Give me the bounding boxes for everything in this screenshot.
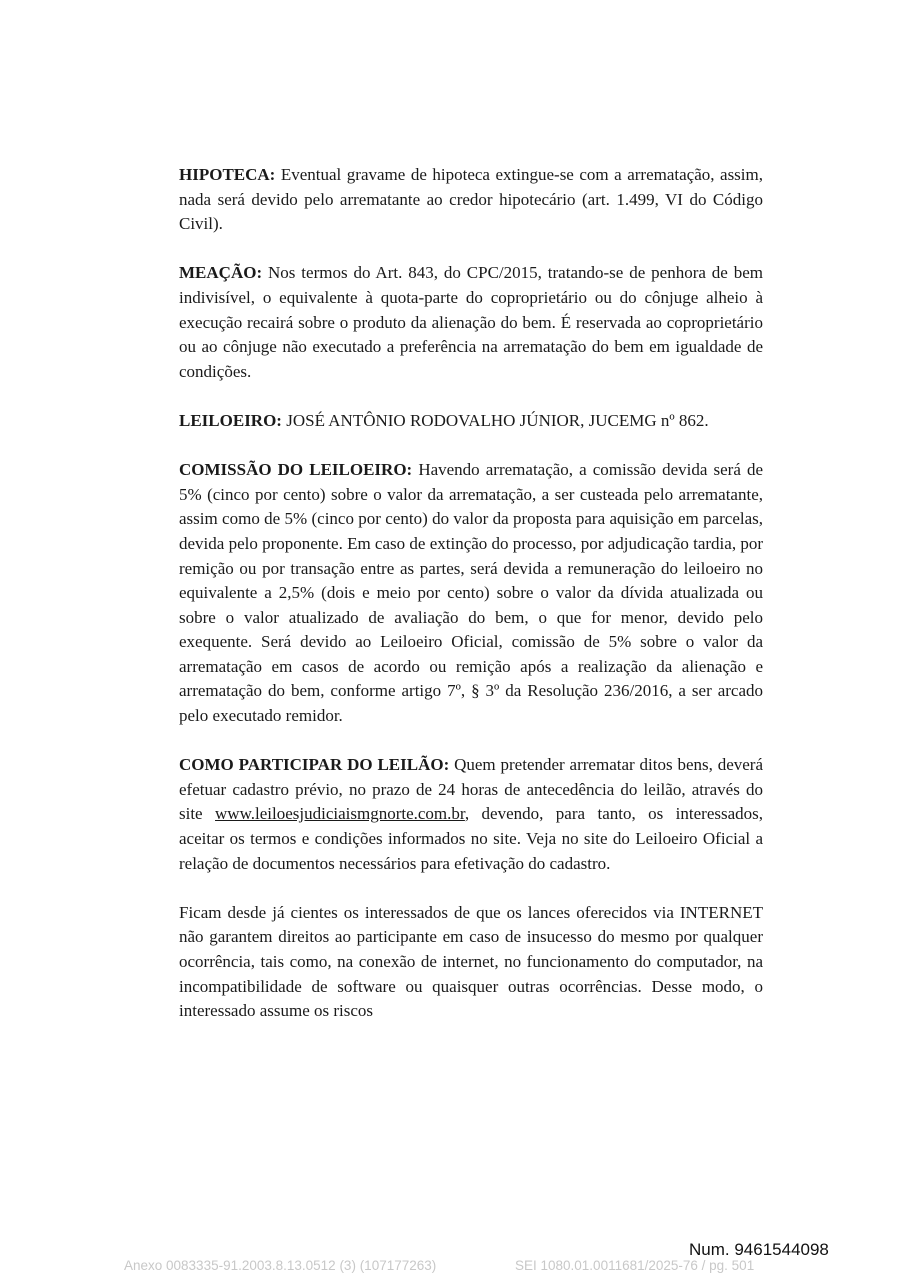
document-number: Num. 9461544098 [689,1240,829,1259]
annex-reference: Anexo 0083335-91.2003.8.13.0512 (3) (107177263) [124,1258,437,1273]
sei-page-reference: SEI 1080.01.0011681/2025-76 / pg. 501 [515,1258,755,1273]
paragraph-label: COMO PARTICIPAR DO LEILÃO: [179,755,450,775]
paragraph-label: COMISSÃO DO LEILOEIRO: [179,460,413,480]
document-body [179,163,763,1024]
paragraph-leiloeiro [179,409,763,434]
paragraph-text: Havendo arrematação, a comissão devida será de 5% (cinco por cento) sobre o valor da arrematação, a ser custeada pelo arrematante, assim como de 5% (cinco por cento) do valor da proposta para aquisição em parcelas, devida pelo proponente. Em caso de extinção do processo, por adjudicação tardia, por remição ou por transação entre as partes, será devida a remuneração do leiloeiro no equivalente a 2,5% (dois e meio por cento) sobre o valor da dívida atualizada ou sobre o valor atualizado de avaliação do bem, o que for menor, devido pelo exequente. Será devido ao Leiloeiro Oficial, comissão de 5% sobre o valor da arrematação em casos de acordo ou remição após a realização da alienação e arrematação do bem, conforme artigo 7º, § 3º da Resolução 236/2016, a ser arcado pelo executado remidor. [179,460,764,726]
paragraph-como-participar [179,753,763,876]
paragraph-text: JOSÉ ANTÔNIO RODOVALHO JÚNIOR, JUCEMG nº 862. [286,410,709,430]
paragraph-text: Ficam desde já cientes os interessados de que os lances oferecidos via INTERNET não garantem direitos ao participante em caso de insucesso do mesmo por qualquer ocorrência, tais como, na conexão de internet, no funcionamento do computador, na incompatibilidade de software ou quaisquer outras ocorrências. Desse modo, o interessado assume os riscos [179,902,763,1021]
paragraph-meacao [179,261,763,384]
paragraph-text: Eventual gravame de hipoteca extingue-se com a arrematação, assim, nada será devido pelo arrematante ao credor hipotecário (art. 1.499, VI do Código Civil). [179,165,763,234]
paragraph-label: HIPOTECA: [179,165,276,184]
paragraph-text: Nos termos do Art. 843, do CPC/2015, tratando-se de penhora de bem indivisível, o equivalente à quota-parte do coproprietário ou do cônjuge alheio à execução recairá sobre o produto da alienação do bem. É reservada ao coproprietário ou ao cônjuge não executado a preferência na arrematação do bem em igualdade de condições. [179,263,764,381]
paragraph-hipoteca [179,163,763,237]
auction-site-link[interactable]: www.leiloesjudiciaismgnorte.com.br [215,804,465,824]
paragraph-internet-disclaimer [179,901,763,1024]
paragraph-text: , devendo, para tanto, os interessados, aceitar os termos e condições informados no site. Veja no site do Leiloeiro Oficial a relação de documentos necessários para efetivação do cadastro. [179,804,764,873]
paragraph-comissao [179,458,763,729]
paragraph-label: MEAÇÃO: [179,263,263,283]
paragraph-text: Quem pretender arrematar ditos bens, deverá efetuar cadastro prévio, no prazo de 24 horas de antecedência do leilão, através do site [179,755,764,824]
paragraph-label: LEILOEIRO: [179,410,282,430]
